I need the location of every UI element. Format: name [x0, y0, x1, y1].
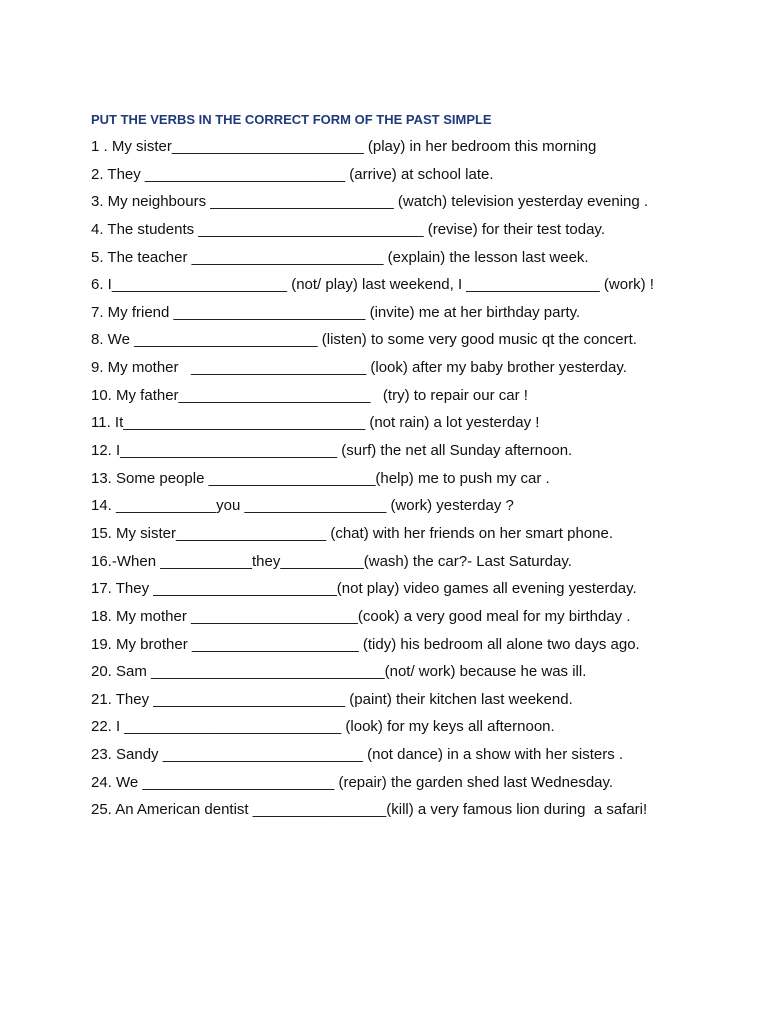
- exercise-sentence-19: 19. My brother ____________________ (tidy) his bedroom all alone two days ago.: [91, 635, 640, 653]
- exercise-sentence-5: 5. The teacher _______________________ (explain) the lesson last week.: [91, 248, 589, 266]
- exercise-sentence-24: 24. We _______________________ (repair) the garden shed last Wednesday.: [91, 773, 614, 791]
- exercise-sentence-21: 21. They _______________________ (paint) their kitchen last weekend.: [91, 690, 573, 708]
- exercise-sentence-4: 4. The students ___________________________ (revise) for their test today.: [91, 220, 605, 238]
- exercise-sentence-10: 10. My father_______________________ (try) to repair our car !: [91, 386, 528, 404]
- exercise-list: [91, 137, 654, 828]
- exercise-sentence-2: 2. They ________________________ (arrive) at school late.: [91, 165, 494, 183]
- exercise-sentence-15: 15. My sister__________________ (chat) with her friends on her smart phone.: [91, 524, 613, 542]
- exercise-sentence-22: 22. I __________________________ (look) for my keys all afternoon.: [91, 718, 555, 736]
- exercise-sentence-7: 7. My friend _______________________ (invite) me at her birthday party.: [91, 303, 581, 321]
- exercise-sentence-12: 12. I__________________________ (surf) the net all Sunday afternoon.: [91, 442, 573, 460]
- exercise-sentence-13: 13. Some people ____________________(help) me to push my car .: [91, 469, 550, 487]
- exercise-sentence-8: 8. We ______________________ (listen) to some very good music qt the concert.: [91, 331, 637, 349]
- exercise-sentence-11: 11. It_____________________________ (not rain) a lot yesterday !: [91, 414, 540, 432]
- exercise-sentence-14: 14. ____________you _________________ (work) yesterday ?: [91, 497, 514, 515]
- worksheet-title: PUT THE VERBS IN THE CORRECT FORM OF THE PAST SIMPLE: [91, 112, 492, 127]
- exercise-sentence-1: 1 . My sister_______________________ (play) in her bedroom this morning: [91, 138, 597, 155]
- exercise-sentence-9: 9. My mother _____________________ (look) after my baby brother yesterday.: [91, 359, 627, 377]
- exercise-sentence-17: 17. They ______________________(not play) video games all evening yesterday.: [91, 580, 637, 598]
- exercise-sentence-3: 3. My neighbours ______________________ (watch) television yesterday evening .: [91, 193, 649, 211]
- exercise-sentence-18: 18. My mother ____________________(cook) a very good meal for my birthday .: [91, 607, 631, 625]
- exercise-sentence-6: 6. I_____________________ (not/ play) last weekend, I ________________ (work) !: [91, 276, 654, 294]
- exercise-sentence-23: 23. Sandy ________________________ (not dance) in a show with her sisters .: [91, 746, 624, 764]
- exercise-sentence-20: 20. Sam ____________________________(not/ work) because he was ill.: [91, 663, 587, 681]
- exercise-sentence-25: 25. An American dentist ________________(kill) a very famous lion during a safari!: [91, 801, 648, 819]
- exercise-sentence-16: 16.-When ___________they__________(wash) the car?- Last Saturday.: [91, 552, 572, 570]
